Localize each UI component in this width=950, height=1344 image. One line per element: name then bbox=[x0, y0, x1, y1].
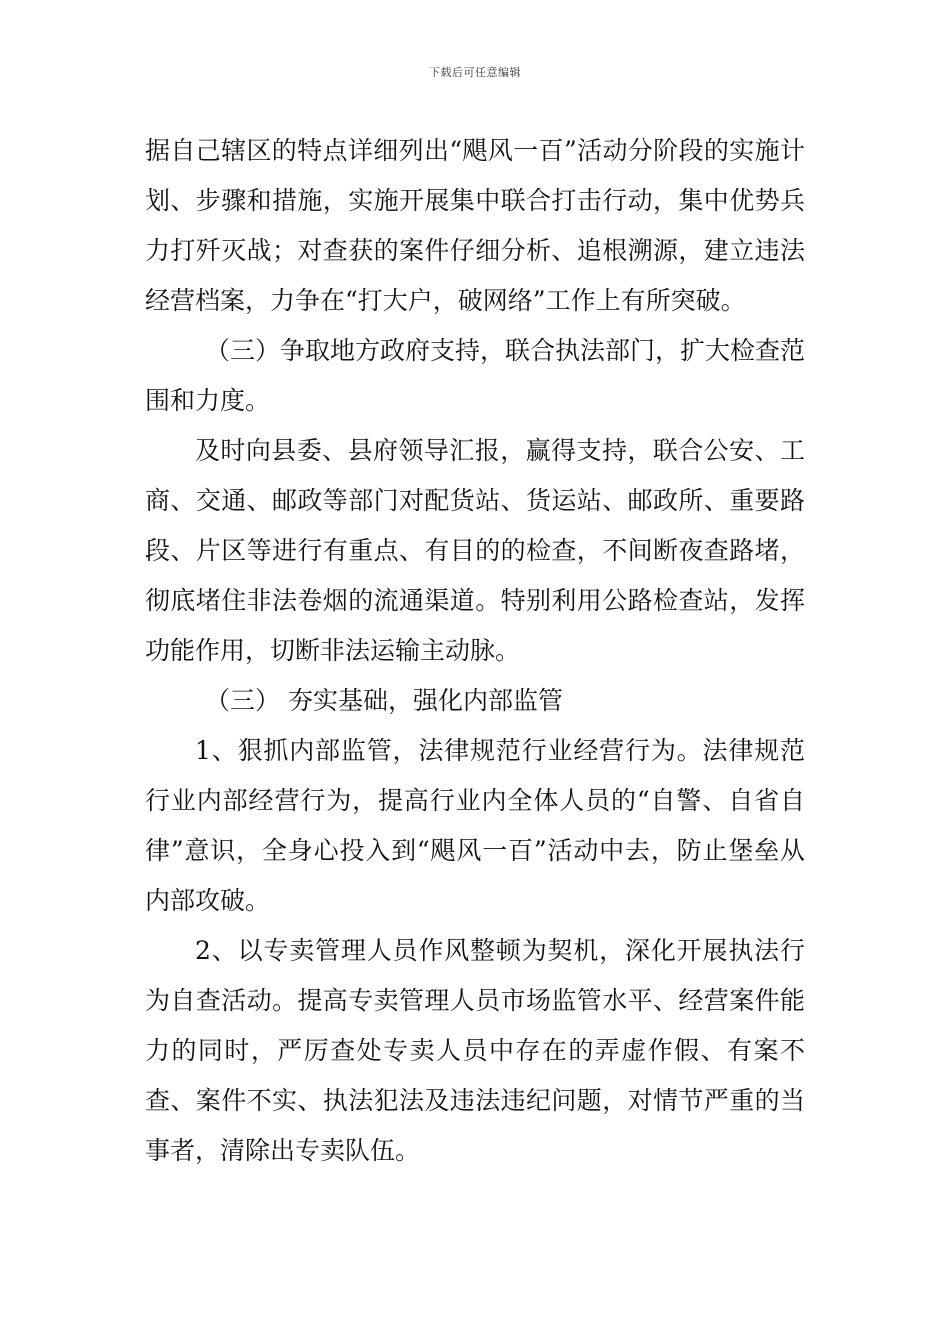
paragraph-continuation: 据自己辖区的特点详细列出“飓风一百”活动分阶段的实施计划、步骤和措施，实施开展集中联合打击行动，集中优势兵力打歼灭战；对查获的案件仔细分析、追根溯源，建立违法经营档案，力争在“打大户，破网络”工作上有所突破。 bbox=[145, 136, 805, 315]
page-header: 下载后可任意编辑 bbox=[429, 66, 521, 79]
section-heading-government-support: （三）争取地方政府支持，联合执法部门，扩大检查范围和力度。 bbox=[145, 336, 806, 415]
paragraph-item-2: 2、以专卖管理人员作风整顿为契机，深化开展执法行为自查活动。提高专卖管理人员市场监管水平、经营案件能力的同时，严厉查处专卖人员中存在的弄虚作假、有案不查、案件不实、执法犯法及违法违纪问题，对情节严重的当事者，清除出专卖队伍。 bbox=[145, 936, 805, 1165]
section-heading-internal-supervision: （三） 夯实基础，强化内部监管 bbox=[205, 686, 563, 715]
document-body bbox=[145, 126, 805, 1176]
paragraph-joint-inspection: 及时向县委、县府领导汇报，赢得支持，联合公安、工商、交通、邮政等部门对配货站、货运站、邮政所、重要路段、片区等进行有重点、有目的的检查，不间断夜查路堵，彻底堵住非法卷烟的流通渠道。特别利用公路检查站，发挥功能作用，切断非法运输主动脉。 bbox=[145, 436, 805, 665]
paragraph-item-1: 1、狠抓内部监管，法律规范行业经营行为。法律规范行业内部经营行为，提高行业内全体人员的“自警、自省自律”意识，全身心投入到“飓风一百”活动中去，防止堡垒从内部攻破。 bbox=[145, 736, 805, 915]
